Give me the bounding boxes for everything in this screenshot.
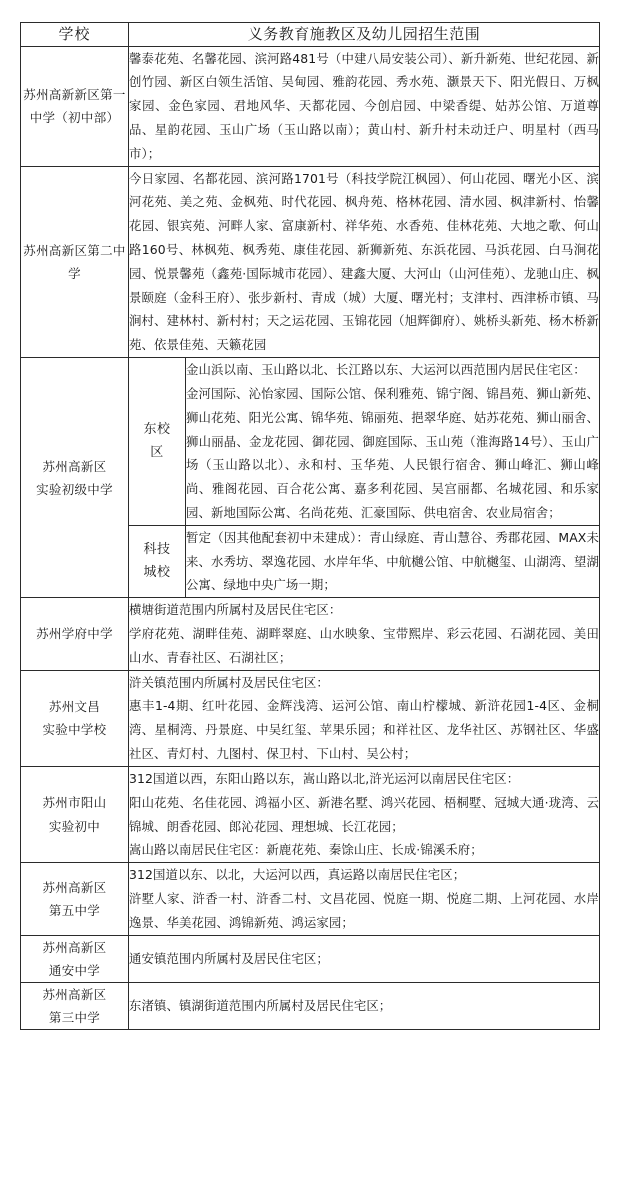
school-name-line: 苏州市阳山 <box>42 795 107 811</box>
school-name-line: 苏州高新区第二中 <box>23 242 126 258</box>
table-row <box>21 358 600 526</box>
range-cell <box>129 46 600 166</box>
school-name-line: 第三中学 <box>48 1009 101 1025</box>
school-name-line: 实验初级中学 <box>36 481 113 497</box>
range-paragraph: 浒墅人家、浒香一村、浒香二村、文昌花园、悦庭一期、悦庭二期、上河花园、水岸逸景、华美花园、鸿锦新苑、鸿运家园； <box>129 890 599 930</box>
school-name-line: 实验中学校 <box>42 722 107 738</box>
table-row <box>21 766 600 862</box>
school-name-cell <box>21 46 129 166</box>
range-paragraph: 东渚镇、镇湖街道范围内所属村及居民住宅区； <box>129 998 392 1014</box>
range-paragraph: 312国道以东、以北，大运河以西，真运路以南居民住宅区； <box>129 867 466 883</box>
range-paragraph: 浒关镇范围内所属村及居民住宅区： <box>129 674 329 690</box>
school-name-line: 苏州学府中学 <box>36 626 113 642</box>
range-paragraph: 学府花苑、湖畔佳苑、湖畔翠庭、山水映象、宝带熙岸、彩云花园、石湖花园、美田山水、青春社区、石湖社区； <box>129 626 599 665</box>
school-name-line: 学 <box>68 265 81 281</box>
campus-label-cell-kejicheng <box>129 525 186 597</box>
school-name-line: 通安中学 <box>48 962 101 978</box>
range-cell <box>129 863 600 935</box>
range-cell <box>129 935 600 982</box>
table-row <box>21 863 600 935</box>
table-row <box>21 982 600 1029</box>
header-row <box>21 23 600 47</box>
table-row <box>21 935 600 982</box>
range-paragraph: 嵩山路以南居民住宅区：新鹿花苑、秦馀山庄、长成·锦溪禾府； <box>129 842 483 858</box>
campus-label-line: 科技 <box>143 542 171 558</box>
range-paragraph: 今日家园、名都花园、滨河路1701号（科技学院江枫园）、何山花园、曙光小区、滨河花苑、美之苑、金枫苑、时代花园、枫舟苑、格林花园、清水园、枫津新村、怡馨花园、银宾苑、河畔人家、富康新村、祥华苑、水香苑、佳林花苑、大地之歌、何山路160号、林枫苑、枫秀苑、康佳花园、新狮新苑、东浜花园、马浜花园、白马涧花园、悦景馨苑（鑫苑·国际城市花园）、建鑫大厦、大河山（山河佳苑）、龙驰山庄、枫景颐庭（金科王府）、张步新村、青成（城）大厦、曙光村；支津村、西津桥市镇、马涧村、建林村、新村村；天之运花园、玉锦花园（旭辉御府）、姚桥头新苑、杨木桥新苑、依景佳苑、天籁花园 <box>129 170 599 353</box>
range-paragraph: 暂定（因其他配套初中未建成）：青山绿庭、青山慧谷、秀郡花园、MAX未来、水秀坊、翠逸花园、水岸年华、中航樾公馆、中航樾玺、山湖湾、望湖公寓、绿地中央广场一期； <box>186 529 599 593</box>
school-name-line: 苏州高新新区第一 <box>23 86 126 102</box>
range-cell <box>186 525 600 597</box>
enrollment-zone-table <box>20 22 600 1030</box>
header-range-column: 义务教育施教区及幼儿园招生范围 <box>129 23 600 47</box>
table-header <box>21 23 600 47</box>
range-paragraph: 馨泰花苑、名馨花园、滨河路481号（中建八局安装公司）、新升新苑、世纪花园、新创竹园、新区白领生活馆、吴甸园、雅韵花园、秀水苑、灏景天下、阳光假日、万枫家园、金色家园、君地风华、天都花园、今创启园、中梁香缇、姑苏公馆、万道尊品、星韵花园、玉山广场（玉山路以南）；黄山村、新升村未动迁户、明星村（西马市）； <box>129 50 599 161</box>
range-cell <box>129 766 600 862</box>
school-name-cell <box>21 670 129 766</box>
range-paragraph: 横塘街道范围内所属村及居民住宅区： <box>129 602 342 618</box>
school-name-line: 苏州高新区 <box>42 939 107 955</box>
campus-label-line: 区 <box>150 445 164 461</box>
table-body <box>21 46 600 1030</box>
school-name-cell <box>21 982 129 1029</box>
campus-label-line: 东校 <box>143 422 171 438</box>
school-name-line: 苏州文昌 <box>48 699 101 715</box>
table-row <box>21 46 600 166</box>
school-name-line: 实验初中 <box>48 818 101 834</box>
campus-label-cell-east <box>129 358 186 526</box>
range-paragraph: 阳山花苑、名佳花园、鸿福小区、新港名墅、鸿兴花园、梧桐墅、冠城大通·珑湾、云锦城、朗香花园、郎沁花园、理想城、长江花园； <box>129 794 599 834</box>
table-row <box>21 670 600 766</box>
range-cell <box>186 358 600 526</box>
table-row <box>21 598 600 670</box>
school-name-cell <box>21 598 129 670</box>
range-paragraph: 通安镇范围内所属村及居民住宅区； <box>129 950 329 966</box>
school-name-cell <box>21 358 129 598</box>
range-cell <box>129 166 600 358</box>
range-paragraph: 惠丰1-4期、红叶花园、金辉浅湾、运河公馆、南山柠檬城、新浒花园1-4区、金桐湾、星桐湾、丹景庭、中吴红玺、苹果乐园；和祥社区、龙华社区、苏钢社区、华盛社区、青灯村、九图村、保卫村、下山村、吴公村； <box>129 698 599 762</box>
table-row <box>21 166 600 358</box>
school-name-line: 苏州高新区 <box>42 879 107 895</box>
school-name-line: 中学（初中部） <box>29 110 120 126</box>
school-name-cell <box>21 863 129 935</box>
range-paragraph: 312国道以西，东阳山路以东，嵩山路以北,浒光运河以南居民住宅区： <box>129 770 520 786</box>
school-name-line: 苏州高新区 <box>42 458 107 474</box>
campus-label-line: 城校 <box>143 565 171 581</box>
school-name-cell <box>21 766 129 862</box>
school-name-cell <box>21 166 129 358</box>
school-name-cell <box>21 935 129 982</box>
school-name-line: 苏州高新区 <box>42 986 107 1002</box>
range-cell <box>129 598 600 670</box>
range-paragraph: 金山浜以南、玉山路以北、长江路以东、大运河以西范围内居民住宅区： <box>186 362 586 378</box>
header-school-column: 学校 <box>21 23 129 47</box>
range-cell <box>129 982 600 1029</box>
range-paragraph: 金河国际、沁怡家园、国际公馆、保利雅苑、锦宁阁、锦昌苑、狮山新苑、狮山花苑、阳光公寓、锦华苑、锦丽苑、挹翠华庭、姑苏花苑、狮山丽舍、狮山丽晶、金龙花园、御花园、御庭国际、玉山苑（淮海路14号）、玉山广场（玉山路以北）、永和村、玉华苑、人民银行宿舍、狮山峰汇、狮山峰尚、雅阁花园、百合花公寓、嘉多利花园、吴宫丽都、名城花园、和乐家园、新地国际公寓、名尚花苑、汇豪国际、供电宿舍、农业局宿舍； <box>186 385 599 520</box>
range-cell <box>129 670 600 766</box>
school-name-line: 第五中学 <box>48 902 101 918</box>
